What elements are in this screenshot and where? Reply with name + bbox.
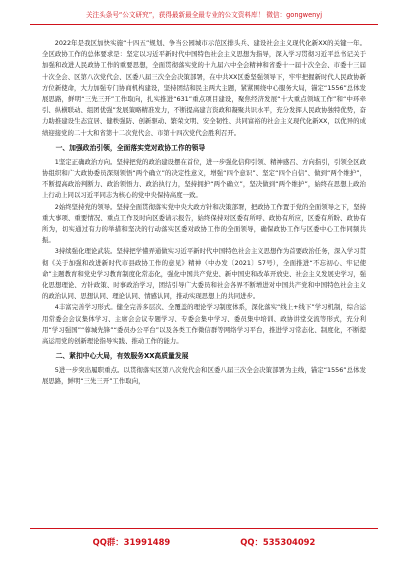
header-divider — [30, 24, 378, 25]
body-paragraph: 5进一步突出履职重点。以贯彻落实区第八次党代会和区委八届三次全会决策部署为主线，锚定“1556”总体发展思路，鲜明“三先三开”工作取向， — [42, 366, 366, 386]
document-body — [42, 38, 366, 522]
footer-qq-contact: QQ：535304092 — [240, 537, 316, 547]
section-heading: 二、紧扣中心大局，有效服务XX高质量发展 — [55, 352, 189, 361]
footer — [0, 534, 408, 550]
body-paragraph: 2022年是我区加快实施“十四五”规划、争当公园城市示范区排头兵、建设社会主义现代化新XX的关键一年。全区政协工作的总体要求是：坚定以习近平新时代中国特色社会主义思想为指导，深入学习贯彻习近平总书记关于加强和改进人民政协工作的重要思想，全面贯彻落实党的十九届六中全会精神和省委十一届十次全会、市委十三届十次全会、区第八次党代会、区委八届三次全会决策部署，在中共XX区委坚强领导下，牢牢把握新时代人民政协新方位新使命，大力加强专门协商机构建设，坚持团结和民主两大主题，紧紧围绕中心服务大局，锚定“1556”总体发展思路，鲜明“三先三开”工作取向，扎实推进“631”重点项目建设，聚焦经济发展“十大重点领域工作”和“中环牵引、纵横联动、组团优强”发展策略精准发力，不断提高建言资政和凝聚共识水平，充分发挥人民政协独特优势，奋力助推建设生态宜居、健秩强防、创新驱动、繁荣文明、安全韧性、共同富裕的社会主义现代化新XX，以优异的成绩迎接党的二十大和省第十二次党代会、市第十四次党代会胜利召开。 — [42, 39, 366, 137]
body-paragraph: 1坚定正确政治方向。坚持把党的政治建设摆在首位，进一步强化信仰引领、精神感召、方向指引，引领全区政协组织和广大政协委员深刻领悟“两个确立”的决定性意义，增强“四个意识”、坚定“四个自信”、做到“两个维护”，不断提高政治判断力、政治领悟力、政治执行力，坚持拥护“两个确立”，坚决做到“两个维护”，始终在思想上政治上行动上同以习近平同志为核心的党中央保持高度一致。 — [42, 157, 366, 200]
body-paragraph: 3持续强化理论武装。坚持把学懂弄通做实习近平新时代中国特色社会主义思想作为首要政治任务，深入学习贯彻《关于加强和改进新时代市县政协工作的意见》精神（中办发〔2021〕57号），全面推进“不忘初心、牢记使命”主题教育和党史学习教育制度化常态化，强化中国共产党史、新中国史和改革开放史、社会主义发展史学习，强化思想理论、方针政策、时事政治学习，团结引导广大委员和社会各界不断增进对中国共产党和中国特色社会主义的政治认同、思想认同、理论认同、情感认同，推动实现思想上的共同进步。 — [42, 247, 366, 301]
section-heading: 一、加强政治引领，全面落实党对政协工作的领导 — [55, 143, 206, 152]
footer-divider — [30, 528, 378, 529]
header-banner: 关注头条号“公文研究”，获得最新最全最专业的公文资料库！ 微信：gongwenyj — [85, 11, 323, 19]
footer-qq-group: QQ群：31991489 — [92, 537, 171, 547]
body-paragraph: 4丰富完善学习形式。健全完善多层次、全覆盖的理论学习制度体系，深化落实“线上+线下”学习机制，综合运用常委会会议集体学习、主席会会议专题学习、专委会集中学习、委员集中培训、政协讲堂交流等形式，充分利用“学习强国”“蓉城先锋”“委员办公平台”以及各类工作微信群等网络学习平台，推进学习常态化、制度化，不断提高运用党的创新理论指导实践、推动工作的能力。 — [42, 303, 366, 346]
body-paragraph: 2始终坚持党的领导。坚持全面贯彻落实党中央大政方针和决策部署，把政协工作置于党的全面领导之下，坚持重大事项、重要情况、重点工作及时向区委请示报告，始终保持对区委有所呼、政协有所应，区委有所盼、政协有所为，切实通过有力的举措和坚决的行动落实区委对政协工作的全面领导，确保政协工作与区委中心工作同频共振。 — [42, 202, 366, 245]
